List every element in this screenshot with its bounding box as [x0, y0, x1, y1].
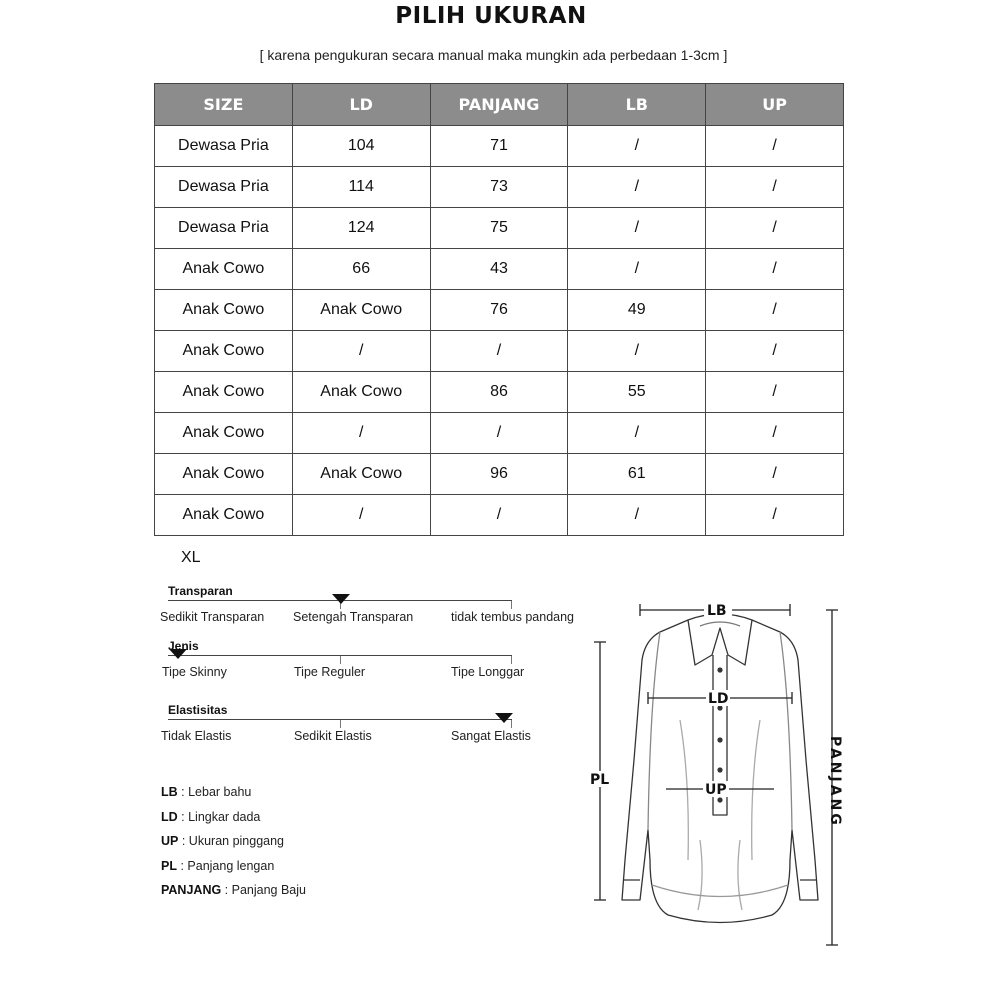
cell: 124	[292, 208, 430, 249]
cell: /	[706, 249, 844, 290]
scale-tick	[511, 601, 512, 609]
cell: Anak Cowo	[155, 249, 293, 290]
shirt-button	[717, 767, 722, 772]
scale-tick	[340, 720, 341, 728]
cell: /	[292, 495, 430, 536]
cell: Anak Cowo	[155, 495, 293, 536]
cell: /	[706, 495, 844, 536]
cell: 71	[430, 126, 568, 167]
legend-abbr: PANJANG	[161, 883, 222, 897]
scale-option: Sedikit Transparan	[160, 610, 265, 624]
scale-tick	[511, 656, 512, 664]
cell: Anak Cowo	[155, 372, 293, 413]
legend-item: LB : Lebar bahu	[161, 785, 252, 799]
scale-option: Tipe Reguler	[294, 665, 366, 679]
legend-abbr: LD	[161, 809, 178, 824]
panjang-label: PANJANG	[827, 736, 843, 828]
cell: /	[706, 290, 844, 331]
transparency-scale	[160, 584, 580, 640]
table-row	[155, 249, 844, 290]
scale-option: tidak tembus pandang	[451, 610, 575, 624]
ld-label: LD	[708, 691, 729, 707]
scale-option: Tipe Longgar	[451, 665, 525, 679]
cell: 43	[430, 249, 568, 290]
shirt-button	[717, 667, 722, 672]
legend-desc: Panjang lengan	[187, 858, 275, 873]
shirt-button	[717, 797, 722, 802]
cell: Dewasa Pria	[155, 167, 293, 208]
cell: 104	[292, 126, 430, 167]
table-row	[155, 495, 844, 536]
cell: Anak Cowo	[155, 290, 293, 331]
header-ld: LD	[292, 84, 430, 126]
scale-option: Tipe Skinny	[162, 665, 227, 679]
legend-abbr: UP	[161, 834, 179, 848]
table-row	[155, 331, 844, 372]
cell: Anak Cowo	[155, 331, 293, 372]
table-row	[155, 290, 844, 331]
legend-desc: Ukuran pinggang	[188, 834, 285, 848]
elasticity-scale	[160, 703, 580, 759]
scale-label: Transparan	[168, 584, 233, 598]
scale-label: Elastisitas	[168, 703, 228, 717]
cell: /	[568, 495, 706, 536]
size-xl-label: XL	[181, 549, 201, 566]
up-label: UP	[705, 782, 727, 798]
cell: /	[706, 372, 844, 413]
header-up: UP	[706, 84, 844, 126]
header-size: SIZE	[155, 84, 293, 126]
cell: /	[568, 126, 706, 167]
cell: /	[706, 167, 844, 208]
legend-desc: Panjang Baju	[231, 883, 306, 897]
lb-label: LB	[707, 603, 727, 619]
table-row	[155, 372, 844, 413]
cell: Dewasa Pria	[155, 126, 293, 167]
table-row	[155, 208, 844, 249]
cell: 76	[430, 290, 568, 331]
cell: /	[292, 331, 430, 372]
cell: /	[568, 413, 706, 454]
scale-option: Setengah Transparan	[293, 610, 414, 624]
legend-item: UP : Ukuran pinggang	[161, 834, 285, 848]
table-row	[155, 413, 844, 454]
scale-label: Jenis	[168, 639, 199, 653]
pl-label: PL	[590, 772, 610, 788]
abbreviation-legend	[161, 785, 306, 908]
legend-item: PL : Panjang lengan	[161, 858, 275, 873]
cell: /	[430, 495, 568, 536]
cell: /	[706, 331, 844, 372]
scale-option: Sangat Elastis	[451, 729, 531, 743]
measurement-note: [ karena pengukuran secara manual maka mungkin ada perbedaan 1-3cm ]	[259, 47, 728, 63]
cell: 49	[568, 290, 706, 331]
cell: 114	[292, 167, 430, 208]
header-lb: LB	[568, 84, 706, 126]
table-row	[155, 167, 844, 208]
scale-option: Sedikit Elastis	[294, 729, 372, 743]
cell: /	[568, 331, 706, 372]
table-header-row	[155, 84, 844, 126]
cell: /	[292, 413, 430, 454]
legend-item: PANJANG : Panjang Baju	[161, 883, 306, 897]
legend-item: LD : Lingkar dada	[161, 809, 261, 824]
legend-abbr: LB	[161, 785, 178, 799]
shirt-button	[717, 737, 722, 742]
legend-abbr: PL	[161, 858, 177, 873]
cell: /	[706, 413, 844, 454]
cell: Anak Cowo	[292, 372, 430, 413]
cell: Anak Cowo	[155, 413, 293, 454]
cell: /	[568, 249, 706, 290]
scale-marker	[495, 713, 513, 723]
cell: 66	[292, 249, 430, 290]
legend-desc: Lebar bahu	[188, 785, 252, 799]
cell: 86	[430, 372, 568, 413]
cell: 75	[430, 208, 568, 249]
scale-marker	[169, 649, 187, 659]
table-row	[155, 126, 844, 167]
scale-option: Tidak Elastis	[161, 729, 232, 743]
shirt-diagram	[580, 590, 850, 960]
cell: 61	[568, 454, 706, 495]
cell: /	[706, 208, 844, 249]
scale-marker	[332, 594, 350, 604]
scale-tick	[340, 656, 341, 664]
cell: /	[706, 454, 844, 495]
cell: 55	[568, 372, 706, 413]
fit-type-scale	[160, 639, 580, 695]
cell: 73	[430, 167, 568, 208]
cell: Anak Cowo	[292, 290, 430, 331]
cell: /	[430, 331, 568, 372]
header-panjang: PANJANG	[430, 84, 568, 126]
cell: /	[706, 126, 844, 167]
page-title: PILIH UKURAN	[395, 3, 587, 29]
cell: /	[568, 167, 706, 208]
table-row	[155, 454, 844, 495]
size-table	[154, 83, 844, 536]
cell: Anak Cowo	[155, 454, 293, 495]
legend-desc: Lingkar dada	[188, 809, 261, 824]
cell: Dewasa Pria	[155, 208, 293, 249]
cell: 96	[430, 454, 568, 495]
cell: /	[430, 413, 568, 454]
cell: /	[568, 208, 706, 249]
cell: Anak Cowo	[292, 454, 430, 495]
